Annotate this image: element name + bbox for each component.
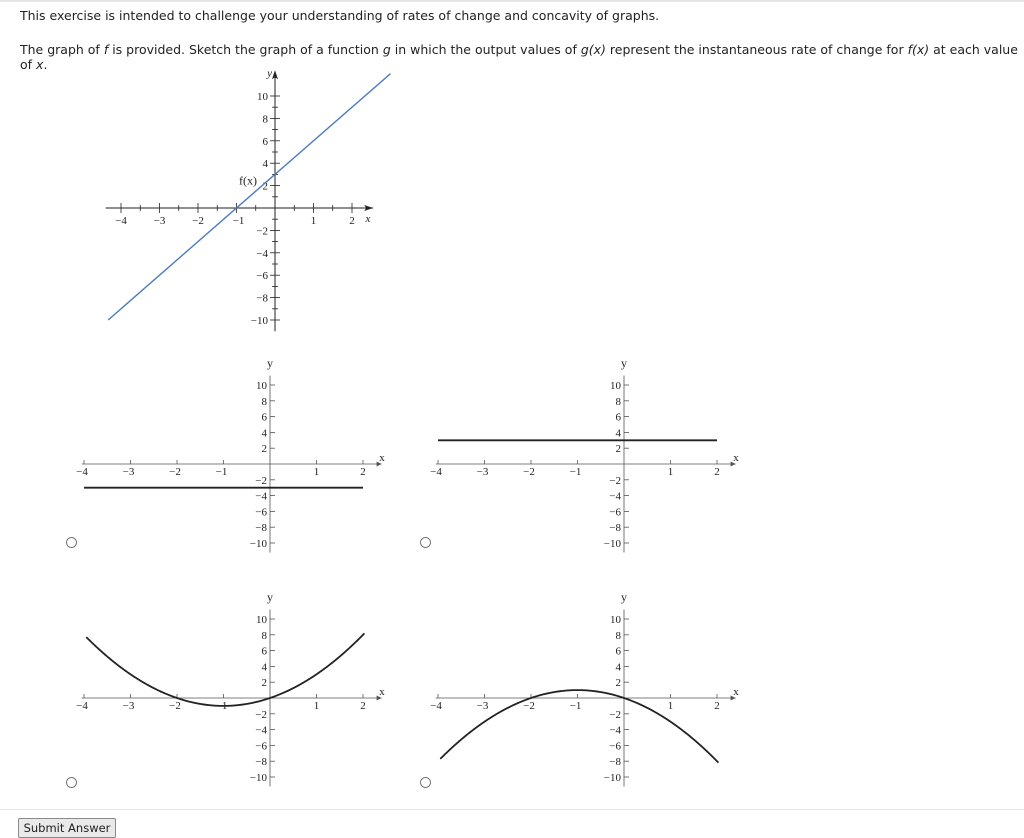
y-tick-label: 2 — [262, 180, 268, 193]
y-tick-label: −8 — [609, 522, 621, 535]
x-tick-label: −1 — [215, 466, 228, 478]
y-tick-label: −6 — [256, 270, 268, 283]
y-tick-label: −4 — [256, 247, 268, 260]
x-tick-label: −3 — [122, 466, 135, 478]
question-part: represent the instantaneous rate of change for — [605, 42, 908, 57]
y-tick-label: −4 — [255, 724, 267, 737]
x-tick-label: −3 — [153, 215, 166, 227]
submit-answer-button[interactable]: Submit Answer — [18, 818, 116, 838]
y-tick-label: 8 — [261, 395, 267, 408]
x-axis-label: x — [379, 686, 385, 698]
x-tick-label: −4 — [430, 700, 442, 712]
y-tick-label: −2 — [255, 474, 267, 487]
y-tick-label: −4 — [255, 490, 267, 503]
y-tick-label: 6 — [615, 645, 621, 658]
y-tick-label: 2 — [261, 443, 267, 456]
y-tick-label: 2 — [261, 677, 267, 690]
y-tick-label: 8 — [261, 629, 267, 642]
y-tick-label: −8 — [609, 756, 621, 769]
y-tick-label: 10 — [256, 614, 267, 626]
y-tick-label: 8 — [615, 395, 621, 408]
y-tick-label: 6 — [262, 135, 268, 148]
x-tick-label: −3 — [476, 466, 489, 478]
x-tick-label: −4 — [76, 466, 88, 478]
x-tick-label: −4 — [76, 700, 88, 712]
option-d-radio[interactable] — [420, 777, 431, 788]
y-tick-label: −6 — [609, 506, 621, 519]
y-tick-label: 10 — [610, 380, 621, 392]
x-tick-label: 2 — [349, 215, 355, 227]
y-axis-label: y — [267, 589, 273, 604]
intro-text: This exercise is intended to challenge your understanding of rates of change and concavity of graphs. — [20, 8, 660, 23]
x-axis-label: x — [379, 452, 385, 464]
y-axis-label: y — [621, 589, 627, 604]
x-tick-label: −1 — [569, 700, 582, 712]
y-tick-label: 6 — [261, 411, 267, 424]
y-tick-label: −4 — [609, 490, 621, 503]
bottom-divider — [0, 809, 1024, 810]
x-tick-label: −2 — [169, 700, 181, 712]
y-tick-label: 4 — [261, 427, 267, 440]
y-tick-label: 6 — [261, 645, 267, 658]
x-tick-label: −4 — [115, 215, 127, 227]
question-part: is provided. Sketch the graph of a function — [108, 42, 383, 57]
x-tick-label: 1 — [667, 466, 674, 478]
question-part: The graph of — [20, 42, 104, 57]
y-tick-label: 4 — [262, 158, 268, 171]
y-tick-label: 4 — [261, 661, 267, 674]
f-curve-label: f(x) — [239, 173, 258, 188]
y-axis-label: y — [621, 355, 627, 370]
question-var-gx: g(x) — [580, 42, 606, 57]
x-tick-label: −3 — [122, 700, 135, 712]
y-tick-label: −10 — [250, 315, 268, 327]
y-tick-label: −10 — [249, 772, 267, 784]
option-c-radio[interactable] — [66, 777, 77, 788]
option-a-radio[interactable] — [66, 537, 77, 548]
x-tick-label: −2 — [523, 466, 535, 478]
y-tick-label: −2 — [256, 225, 268, 238]
x-tick-label: 1 — [313, 700, 320, 712]
y-tick-label: −6 — [255, 506, 267, 519]
y-tick-label: 10 — [610, 614, 621, 626]
y-tick-label: 10 — [257, 91, 268, 103]
x-tick-label: 1 — [310, 215, 317, 227]
question-part: . — [43, 57, 48, 72]
y-tick-label: −4 — [609, 724, 621, 737]
question-var-g: g — [382, 42, 391, 57]
question-var-x: x — [36, 57, 44, 72]
y-tick-label: 10 — [256, 380, 267, 392]
x-tick-label: −3 — [476, 700, 489, 712]
x-axis-label: x — [733, 686, 739, 698]
x-tick-label: 1 — [313, 466, 320, 478]
question-var-fx: f(x) — [907, 42, 930, 57]
option-b-radio[interactable] — [420, 537, 431, 548]
y-tick-label: 8 — [615, 629, 621, 642]
x-tick-label: −4 — [430, 466, 442, 478]
x-tick-label: −1 — [232, 215, 245, 227]
y-tick-label: 2 — [615, 677, 621, 690]
y-tick-label: 2 — [615, 443, 621, 456]
x-tick-label: −1 — [215, 700, 228, 712]
y-tick-label: −6 — [255, 740, 267, 753]
y-axis-label: y — [267, 67, 272, 80]
x-tick-label: −1 — [569, 466, 582, 478]
y-tick-label: −6 — [609, 740, 621, 753]
x-tick-label: 1 — [667, 700, 674, 712]
x-axis-label: x — [365, 213, 371, 225]
x-tick-label: −2 — [192, 215, 204, 227]
x-tick-label: 2 — [714, 700, 720, 712]
y-tick-label: −10 — [603, 538, 621, 550]
y-tick-label: −2 — [609, 474, 621, 487]
x-tick-label: 2 — [360, 466, 366, 478]
y-tick-label: 6 — [615, 411, 621, 424]
y-tick-label: −2 — [609, 708, 621, 721]
question-part: in which the output values of — [390, 42, 581, 57]
y-tick-label: 4 — [615, 661, 621, 674]
y-tick-label: −10 — [603, 772, 621, 784]
y-tick-label: −8 — [255, 522, 267, 535]
x-tick-label: −2 — [169, 466, 181, 478]
y-tick-label: −10 — [249, 538, 267, 550]
question-part: at each value of — [20, 42, 1018, 72]
x-tick-label: −2 — [523, 700, 535, 712]
question-var-f: f — [103, 42, 109, 57]
x-tick-label: 2 — [714, 466, 720, 478]
y-tick-label: −8 — [256, 292, 268, 305]
y-tick-label: 8 — [262, 113, 268, 126]
x-axis-label: x — [733, 452, 739, 464]
y-tick-label: −8 — [255, 756, 267, 769]
y-tick-label: −2 — [255, 708, 267, 721]
y-axis-label: y — [267, 355, 273, 370]
x-tick-label: 2 — [360, 700, 366, 712]
y-tick-label: 4 — [615, 427, 621, 440]
